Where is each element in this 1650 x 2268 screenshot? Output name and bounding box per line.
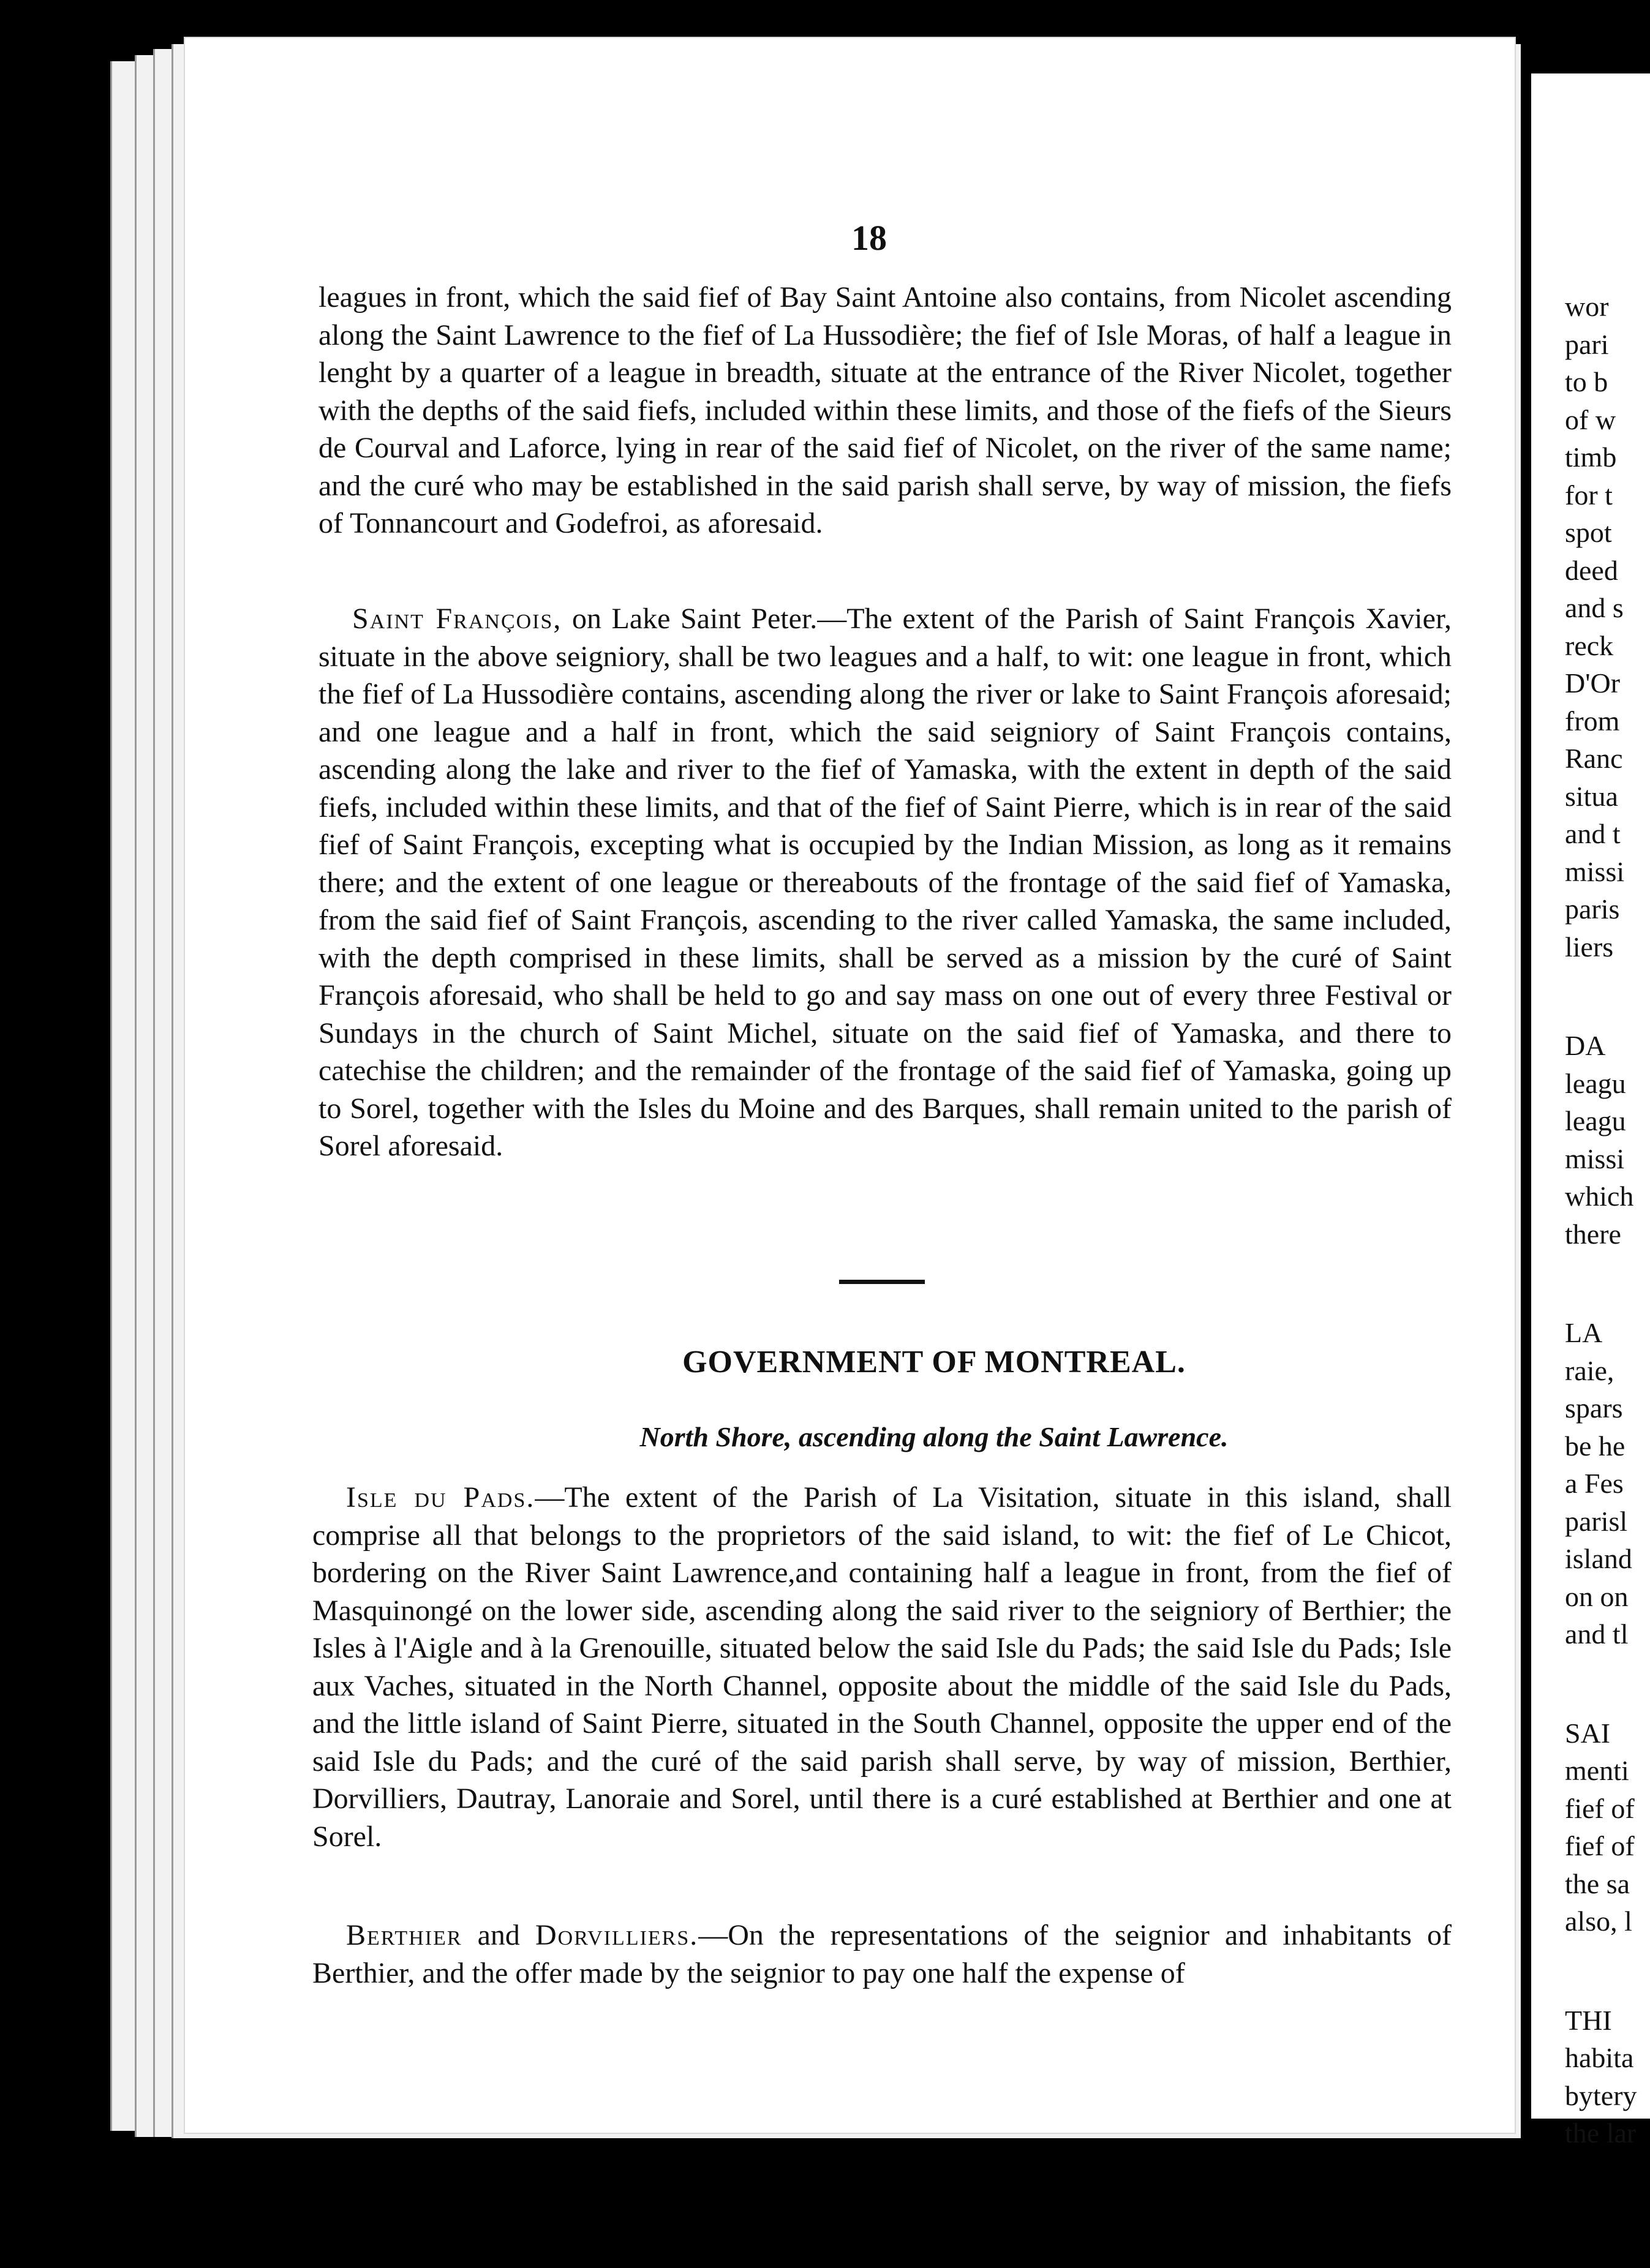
- page-number: 18: [851, 218, 887, 258]
- right-page-line: liers: [1565, 931, 1614, 963]
- right-page-line: situa: [1565, 780, 1618, 812]
- right-page-line: [1565, 1653, 1637, 1714]
- right-page-line: there: [1565, 1218, 1621, 1250]
- right-page-line: a Fes: [1565, 1468, 1624, 1499]
- right-page-line: Ranc: [1565, 743, 1623, 774]
- paragraph-isle-du-pads: [312, 1479, 1452, 1879]
- right-page-line: of w: [1565, 404, 1616, 435]
- right-page-line: missi: [1565, 1143, 1625, 1174]
- paragraph-text: —The extent of the Parish of La Visitation, situate in this island, shall comprise all that belongs to the proprietors of the said island, to wit: the fief of Le Chicot, bordering on the River Saint Lawrence,and containing half a league in front, from the fief of Masquinongé on the lower side, ascending along the said river to the seigniory of Berthier; the Isles à l'Aigle and à la Grenouille, situated below the said Isle du Pads; the said Isle du Pads; Isle aux Vaches, situated in the North Channel, opposite about the middle of the said Isle du Pads, and the little island of Saint Pierre, situated in the South Channel, opposite the upper end of the said Isle du Pads; and the curé of the said parish shall serve, by way of mission, Berthier, Dorvilliers, Dautray, Lanoraie and Sorel, until there is a curé established at Berthier and one at Sorel.: [312, 1481, 1452, 1853]
- paragraph-text: on Lake Saint Peter.—The extent of the Parish of Saint François Xavier, situate in the above seigniory, shall be two leagues and a half, to wit: one league in front, which the fief of La Hussodière contains, ascending along the river or lake to Saint François aforesaid; and one league and a half in front, which the said seigniory of Saint François contains, ascending along the lake and river to the fief of Yamaska, with the extent in depth of the said fiefs, included within these limits, and that of the fief of Saint Pierre, which is in rear of the said fief of Saint François, excepting what is occupied by the Indian Mission, as long as it remains there; and the extent of one league or thereabouts of the frontage of the said fief of Yamaska, from the said fief of Saint François, ascending to the river called Yamaska, the same included, with the depth comprised in these limits, shall be served as a mission by the curé of Saint François aforesaid, who shall be held to go and say mass on one out of every three Festival or Sundays in the church of Saint Michel, situate on the said fief of Yamaska, and there to catechise the children; and the remainder of the frontage of the said fief of Yamaska, going up to Sorel, together with the Isles du Moine and des Barques, shall remain united to the parish of Sorel aforesaid.: [318, 603, 1452, 1162]
- right-page-line: which: [1565, 1181, 1634, 1212]
- right-page-line: [1565, 966, 1637, 1027]
- right-page-line: the lar: [1565, 2117, 1637, 2149]
- paragraph-fief-continuation: [318, 279, 1452, 566]
- right-page-line: missi: [1565, 855, 1625, 887]
- right-page-line: also, l: [1565, 1906, 1632, 1937]
- right-page-line: LA: [1565, 1317, 1603, 1348]
- paragraph-lead: Isle du Pads.: [346, 1481, 535, 1514]
- right-page-text: [1565, 288, 1637, 2152]
- paragraph-connector: and: [462, 1919, 535, 1951]
- right-page-line: wor: [1565, 291, 1609, 322]
- section-heading: GOVERNMENT OF MONTREAL.: [682, 1345, 1186, 1380]
- paragraph-saint-francois: [318, 600, 1452, 1188]
- right-page-line: be he: [1565, 1430, 1626, 1462]
- right-page-line: fief of: [1565, 1792, 1635, 1824]
- right-page-line: from: [1565, 705, 1620, 737]
- right-page-line: [1565, 1253, 1637, 1314]
- right-page-line: menti: [1565, 1755, 1629, 1786]
- right-page-line: THI: [1565, 2004, 1612, 2036]
- right-page-line: to b: [1565, 366, 1608, 397]
- right-page-line: and t: [1565, 818, 1621, 849]
- right-page-line: bytery: [1565, 2079, 1637, 2111]
- right-page-line: pari: [1565, 328, 1609, 360]
- right-page-line: [1565, 1940, 1637, 2002]
- right-page-line: spars: [1565, 1392, 1623, 1424]
- right-page-line: habita: [1565, 2042, 1634, 2073]
- right-page-line: fief of: [1565, 1830, 1635, 1861]
- paragraph-lead: Berthier: [346, 1919, 462, 1951]
- right-page-line: D'Or: [1565, 667, 1621, 699]
- right-page-line: reck: [1565, 629, 1614, 661]
- right-page-line: timb: [1565, 441, 1617, 473]
- right-page-line: deed: [1565, 554, 1618, 586]
- paragraph-berthier: [312, 1917, 1452, 2015]
- right-page-line: leagu: [1565, 1067, 1626, 1099]
- right-page-line: and tl: [1565, 1618, 1629, 1650]
- right-page-line: spot: [1565, 517, 1612, 548]
- right-page-line: for t: [1565, 479, 1613, 511]
- right-page-line: and s: [1565, 592, 1624, 623]
- right-page-line: raie,: [1565, 1354, 1614, 1386]
- paragraph-lead: Saint François,: [352, 603, 562, 635]
- right-page-line: on on: [1565, 1580, 1629, 1612]
- section-subheading: North Shore, ascending along the Saint Lawrence.: [639, 1421, 1229, 1452]
- paragraph-lead-2: Dorvilliers.: [535, 1919, 699, 1951]
- right-page-line: SAI: [1565, 1717, 1611, 1749]
- right-page-line: island: [1565, 1543, 1632, 1574]
- right-page-line: parisl: [1565, 1505, 1628, 1537]
- right-page-line: DA: [1565, 1030, 1606, 1061]
- right-page-line: the sa: [1565, 1868, 1630, 1899]
- paragraph-text: leagues in front, which the said fief of Bay Saint Antoine also contains, from Nicolet ascending along the Saint Lawrence to the fief of La Hussodière; the fief of Isle Moras, of half a league in lenght by a quarter of a league in breadth, situate at the entrance of the River Nicolet, together with the depths of the said fiefs, included within these limits, and those of the fiefs of the Sieurs de Courval and Laforce, lying in rear of the said fief of Nicolet, on the river of the same name; and the curé who may be established in the said parish shall serve, by way of mission, the fiefs of Tonnancourt and Godefroi, as aforesaid.: [318, 281, 1452, 539]
- section-divider: [839, 1280, 925, 1284]
- right-page-line: leagu: [1565, 1105, 1626, 1136]
- paragraph-text: —On the representations of the seignior and inhabitants of Berthier, and the offer made by the seignior to pay one half the expense of: [312, 1919, 1452, 1989]
- right-page-line: paris: [1565, 893, 1620, 925]
